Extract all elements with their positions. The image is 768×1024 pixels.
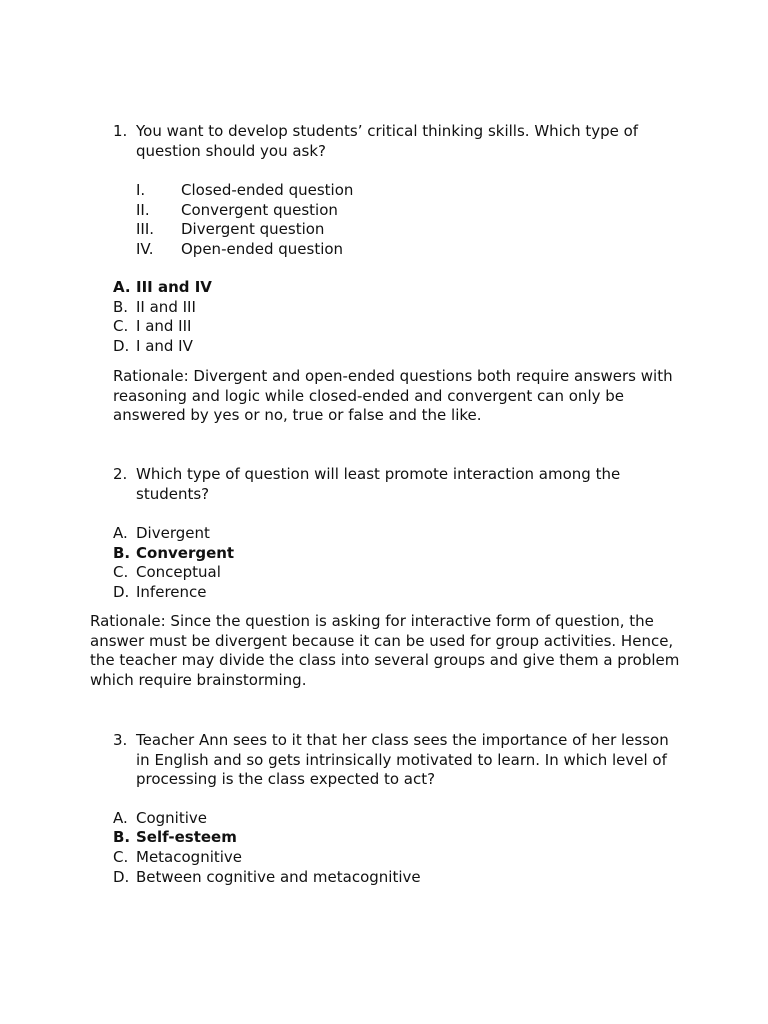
option-letter: B.	[113, 828, 131, 846]
roman-item-text: Divergent question	[181, 220, 325, 238]
option-letter: A.	[113, 524, 128, 542]
option-letter: C.	[113, 848, 129, 866]
option-letter: C.	[113, 317, 129, 335]
option-letter: A.	[113, 278, 131, 296]
option-letter: D.	[113, 337, 130, 355]
roman-numeral: III.	[136, 220, 155, 238]
option-text: Inference	[136, 583, 207, 601]
rationale-text: Rationale: Divergent and open-ended questions both require answers with reasoning and logic while closed-ended and convergent can only be answered by yes or no, true or false and the like.	[113, 367, 673, 425]
roman-numeral: II.	[136, 201, 150, 219]
option-text: I and IV	[136, 337, 193, 355]
option-letter: D.	[113, 583, 130, 601]
option-text: III and IV	[136, 278, 212, 296]
option-letter: C.	[113, 563, 129, 581]
roman-item-text: Open-ended question	[181, 240, 344, 258]
option-text: II and III	[136, 298, 196, 316]
option-letter: B.	[113, 544, 131, 562]
question-text: Teacher Ann sees to it that her class sees the importance of her lesson in English and so gets intrinsically motivated to learn. In which level of processing is the class expected to act?	[136, 731, 669, 789]
roman-numeral: IV.	[136, 240, 154, 258]
question-text: Which type of question will least promote interaction among the students?	[136, 465, 621, 503]
option-text: Self-esteem	[136, 828, 237, 846]
option-text: I and III	[136, 317, 192, 335]
option-letter: D.	[113, 868, 130, 886]
option-text: Convergent	[136, 544, 235, 562]
roman-item-text: Closed-ended question	[181, 181, 354, 199]
question-number: 3.	[113, 731, 128, 749]
option-text: Cognitive	[136, 809, 208, 827]
option-letter: A.	[113, 809, 128, 827]
roman-item-text: Convergent question	[181, 201, 338, 219]
option-text: Conceptual	[136, 563, 221, 581]
rationale-text: Rationale: Since the question is asking for interactive form of question, the answer must be divergent because it can be used for group activities. Hence, the teacher may divide the class into several groups and give them a problem which require brainstorming.	[90, 612, 680, 690]
option-text: Divergent	[136, 524, 210, 542]
question-text: You want to develop students’ critical thinking skills. Which type of question should you ask?	[136, 122, 639, 160]
option-text: Between cognitive and metacognitive	[136, 868, 421, 886]
question-number: 1.	[113, 122, 128, 140]
option-letter: B.	[113, 298, 129, 316]
option-text: Metacognitive	[136, 848, 243, 866]
roman-numeral: I.	[136, 181, 146, 199]
question-number: 2.	[113, 465, 128, 483]
